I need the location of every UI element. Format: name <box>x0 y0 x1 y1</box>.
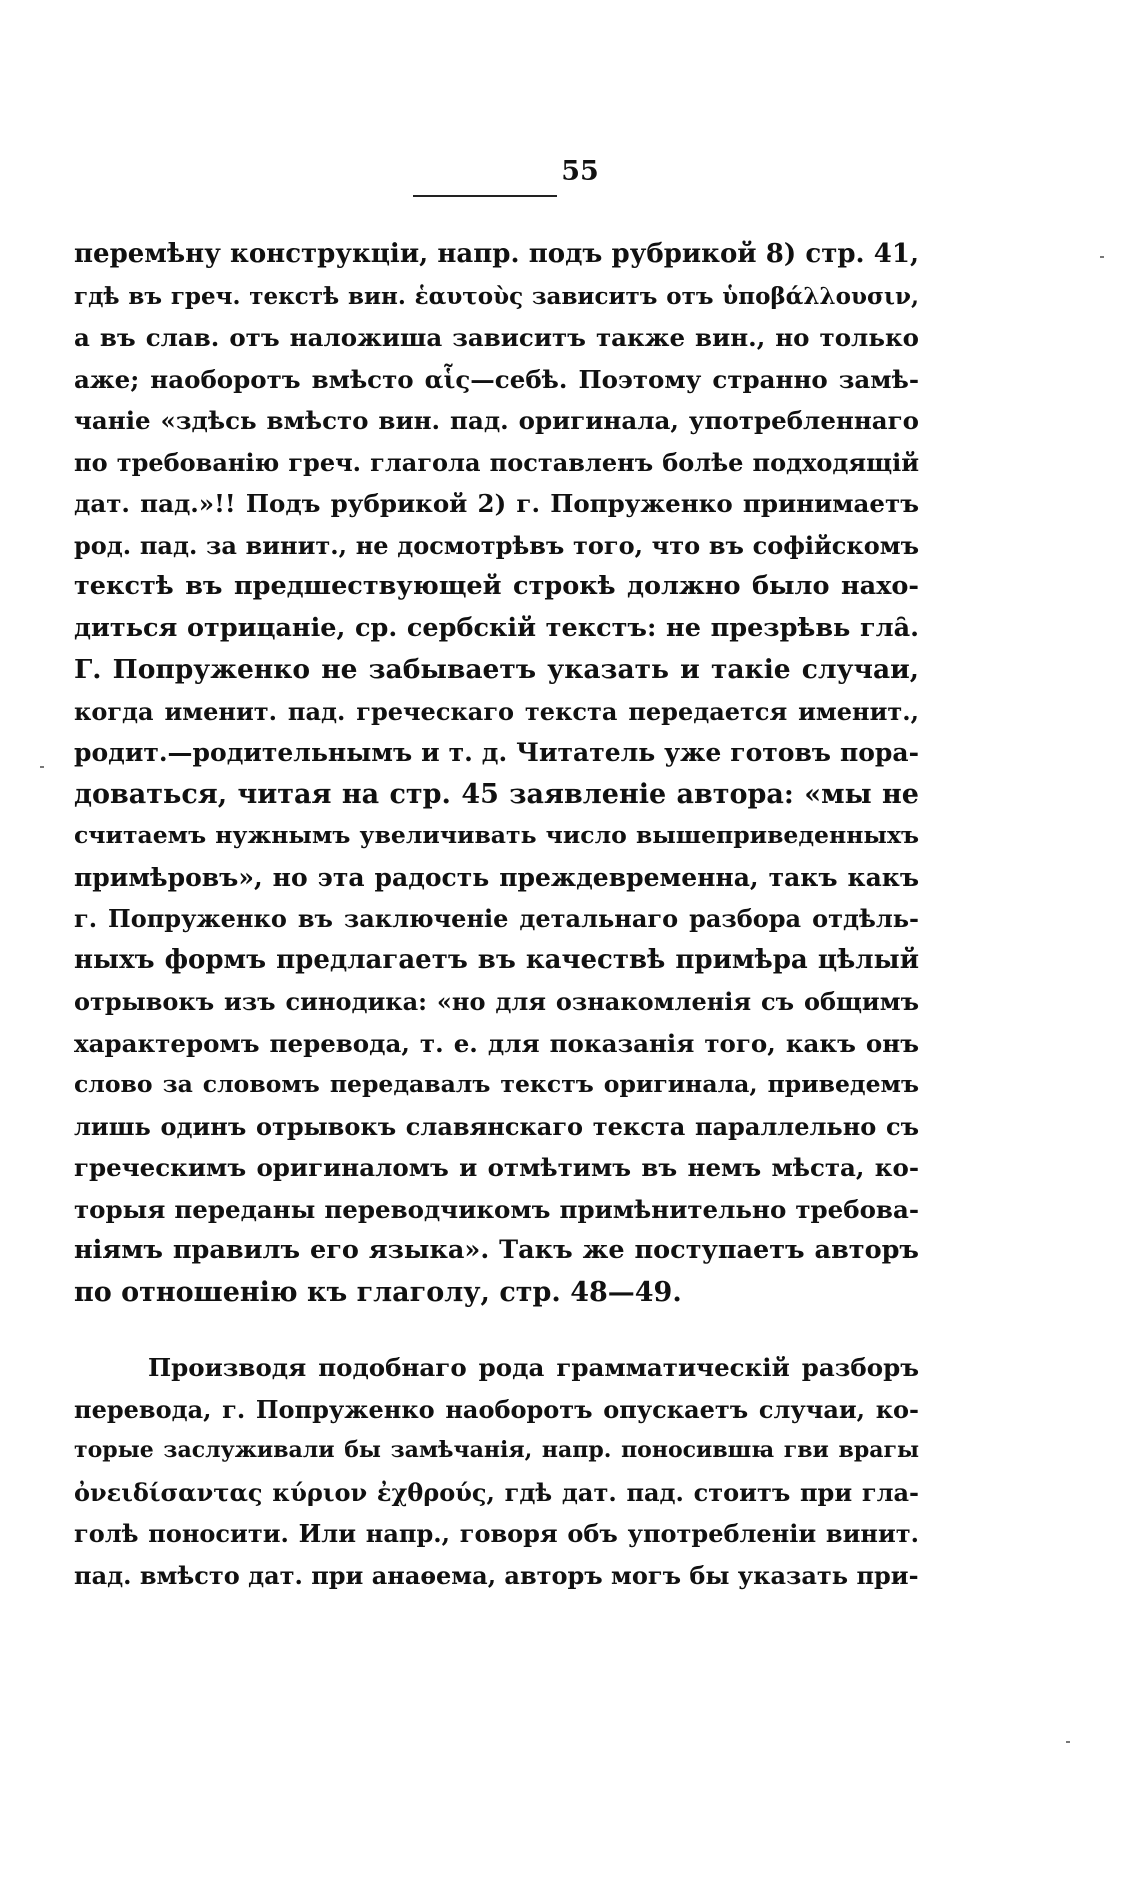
text-line: Г. Попруженко не забываетъ указать и такіе случаи, <box>74 654 919 685</box>
text-line: когда именит. пад. греческаго текста передается именит., <box>74 696 919 726</box>
text-line: а въ слав. отъ наложиша зависитъ также вин., но только <box>74 323 919 352</box>
paragraph-2 <box>74 1347 919 1596</box>
text-line: пад. вмѣсто дат. при анаѳема, авторъ могъ бы указать при- <box>74 1560 919 1590</box>
text-line: считаемъ нужнымъ увеличивать число вышеприведенныхъ <box>74 821 919 849</box>
text-line: ныхъ формъ предлагаетъ въ качествѣ примѣра цѣлый <box>74 944 919 975</box>
scan-speck <box>1100 256 1104 258</box>
scan-speck <box>40 766 44 768</box>
page-number: 55 <box>561 156 599 187</box>
text-line: по требованію греч. глагола поставленъ болѣе подходящій <box>74 447 919 477</box>
text-line: диться отрицаніе, ср. сербскій текстъ: не презрѣвь гла̑. <box>74 612 919 643</box>
text-line: слово за словомъ передавалъ текстъ оригинала, приведемъ <box>74 1070 919 1098</box>
text-line: ніямъ правилъ его языка». Такъ же поступаетъ авторъ <box>74 1235 919 1265</box>
text-line: греческимъ оригиналомъ и отмѣтимъ въ немъ мѣста, ко- <box>74 1153 919 1182</box>
text-line: доваться, читая на стр. 45 заявленіе автора: «мы не <box>74 778 919 810</box>
text-line: торые заслуживали бы замѣчанія, напр. поносившꙗ гви врагы <box>74 1437 919 1463</box>
text-line: ὀνειδίσαντας κύριον ἐχθρούς, гдѣ дат. пад. стоитъ при гла- <box>74 1477 919 1507</box>
text-line: текстѣ въ предшествующей строкѣ должно было нахо- <box>74 571 919 601</box>
text-line: перевода, г. Попруженко наоборотъ опускаетъ случаи, ко- <box>74 1394 919 1424</box>
text-line: характеромъ перевода, т. е. для показанія того, какъ онъ <box>74 1028 919 1058</box>
page-number-rule <box>413 195 557 197</box>
text-line: отрывокъ изъ синодика: «но для ознакомленія съ общимъ <box>74 987 919 1016</box>
text-line: родит.—родительнымъ и т. д. Читатель уже готовъ пора- <box>74 738 919 767</box>
text-line: гдѣ въ греч. текстѣ вин. ἑαυτοὺς зависитъ отъ ὑποβάλλουσιν, <box>74 282 919 310</box>
text-line: лишь одинъ отрывокъ славянскаго текста параллельно съ <box>74 1111 919 1141</box>
paragraph-1 <box>74 234 919 1313</box>
text-line: род. пад. за винит., не досмотрѣвъ того, что въ софійскомъ <box>74 530 919 560</box>
text-line: по отношенію къ глаголу, стр. 48—49. <box>74 1276 682 1308</box>
text-line: торыя переданы переводчикомъ примѣнительно требова- <box>74 1194 919 1224</box>
text-line: аже; наоборотъ вмѣсто αἷς—себѣ. Поэтому странно замѣ- <box>74 364 919 394</box>
text-line: голѣ поносити. Или напр., говоря объ употребленіи винит. <box>74 1519 919 1548</box>
text-line: чаніе «здѣсь вмѣсто вин. пад. оригинала, употребленнаго <box>74 406 919 435</box>
scan-speck <box>1066 1741 1070 1743</box>
text-line: Производя подобнаго рода грамматическій разборъ <box>148 1353 919 1382</box>
text-line: дат. пад.»!! Подъ рубрикой 2) г. Попруженко принимаетъ <box>74 489 919 518</box>
text-line: примѣровъ», но эта радость преждевременна, такъ какъ <box>74 862 919 892</box>
text-line: перемѣну конструкціи, напр. подъ рубрикой 8) стр. 41, <box>74 239 919 269</box>
text-line: г. Попруженко въ заключеніе детальнаго разбора отдѣль- <box>74 904 919 933</box>
